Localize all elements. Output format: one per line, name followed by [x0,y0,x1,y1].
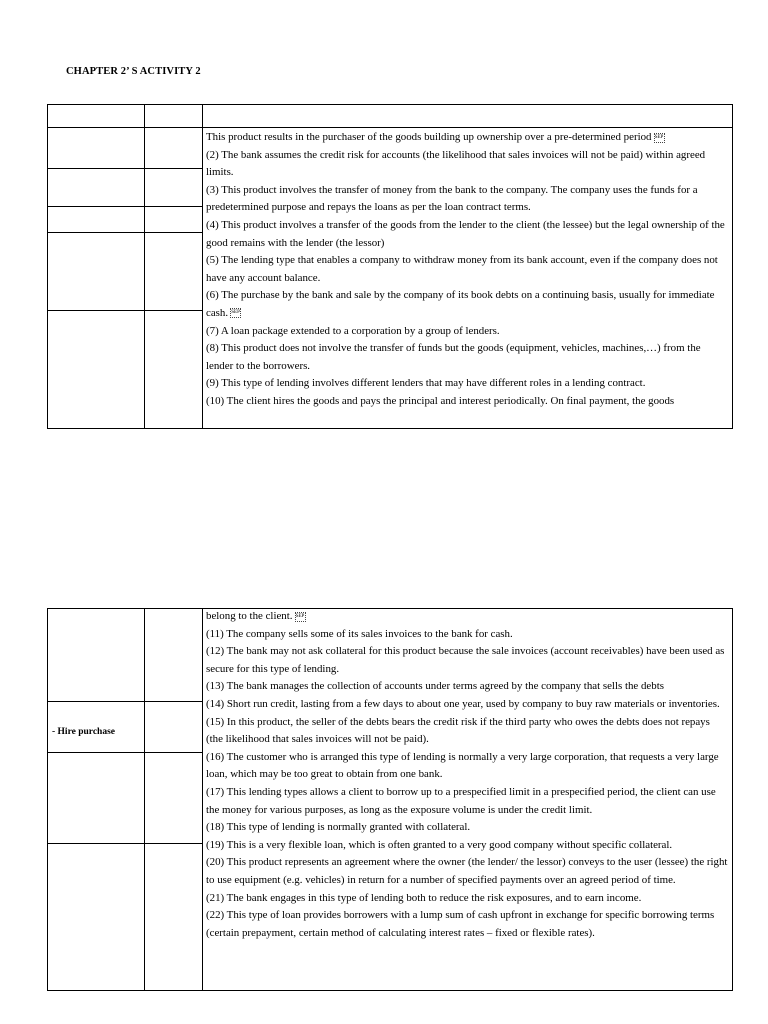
statement-item: (17) This lending types allows a client to borrow up to a prespecified limit in a prespecified period, the client can use the money for various purposes, as long as the exposure volume is under the credit limit. [206,785,716,816]
column-divider [202,609,203,990]
statement-item: (9) This type of lending involves different lenders that may have different roles in a lending contract. [206,377,646,390]
statement-item: This product results in the purchaser of the goods building up ownership over a pre-determined period SEP [206,131,664,143]
statements-column [206,129,728,411]
row-divider [144,843,202,844]
row-divider [48,701,144,702]
separator-glyph-icon: SEP [295,612,306,622]
statement-item: belong to the client. SEP [206,610,305,622]
statement-item: (10) The client hires the goods and pays the principal and interest periodically. On final payment, the goods [206,394,675,407]
statement-item: (15) In this product, the seller of the debts bears the credit risk if the third party who owes the debts does not repays (the likelihood that sales invoices will not be paid). [206,715,710,746]
column-divider [144,105,145,428]
statement-item: (21) The bank engages in this type of lending both to reduce the risk exposures, and to earn income. [206,891,642,904]
row-divider [48,168,144,169]
activity-table-1 [47,104,733,429]
statement-item: (12) The bank may not ask collateral for this product because the sale invoices (account receivables) have been used as secure for this type of lending. [206,645,725,675]
statement-item: (7) A loan package extended to a corporation by a group of lenders. [206,324,500,337]
row-divider [48,232,144,233]
statement-item: (16) The customer who is arranged this type of lending is normally a very large corporation, that requests a very large loan, which may be too great to obtain from one bank. [206,750,719,781]
statement-item: (18) This type of lending is normally granted with collateral. [206,821,471,834]
statement-item: (20) This product represents an agreement where the owner (the lender/ the lessor) conveys to the user (lessee) the right to use equipment (e.g. vehicles) in return for a number of specified payments over an agreed period of time. [206,856,728,886]
header-row-divider [48,127,732,128]
statement-item: (2) The bank assumes the credit risk for accounts (the likelihood that sales invoices will not be paid) within agreed limits. [206,148,706,179]
statement-item: (4) This product involves a transfer of the goods from the lender to the client (the lessee) but the legal ownership of the good remains with the lender (the lessor) [206,218,725,249]
column-divider [144,609,145,990]
statement-item: (8) This product does not involve the transfer of funds but the goods (equipment, vehicles, machines,…) from the lender to the borrowers. [206,342,701,372]
statement-item: (19) This is a very flexible loan, which is often granted to a very good company without specific collateral. [206,838,673,851]
statement-item: (11) The company sells some of its sales invoices to the bank for cash. [206,627,513,640]
row-divider [48,752,144,753]
statement-item: (13) The bank manages the collection of accounts under terms agreed by the company that sells the debts [206,680,664,693]
row-divider [144,752,202,753]
row-divider [144,232,202,233]
page-title: CHAPTER 2’ S ACTIVITY 2 [66,66,201,77]
statements-column [206,608,728,942]
statement-item: (6) The purchase by the bank and sale by the company of its book debts on a continuing basis, usually for immediate cash. SEP [206,289,715,319]
column-divider [202,105,203,428]
separator-glyph-icon: SEP [230,308,241,318]
row-label-hire-purchase: - Hire purchase [52,727,115,737]
statement-item: (3) This product involves the transfer of money from the bank to the company. The company uses the funds for a predetermined purpose and repays the loans as per the loan contract terms. [206,183,698,214]
row-divider [48,843,144,844]
row-divider [48,310,144,311]
statement-item: (5) The lending type that enables a company to withdraw money from its bank account, even if the company does not have any account balance. [206,254,718,284]
row-divider [144,310,202,311]
activity-table-2 [47,608,733,991]
row-divider [48,206,144,207]
separator-glyph-icon: SEP [654,133,665,143]
row-divider [144,701,202,702]
row-divider [144,168,202,169]
statement-item: (14) Short run credit, lasting from a few days to about one year, used by company to buy raw materials or inventories. [206,697,720,710]
statement-item: (22) This type of loan provides borrowers with a lump sum of cash upfront in exchange for specific borrowing terms (certain prepayment, certain method of calculating interest rates – fixed or flexible rates). [206,909,715,939]
row-divider [144,206,202,207]
